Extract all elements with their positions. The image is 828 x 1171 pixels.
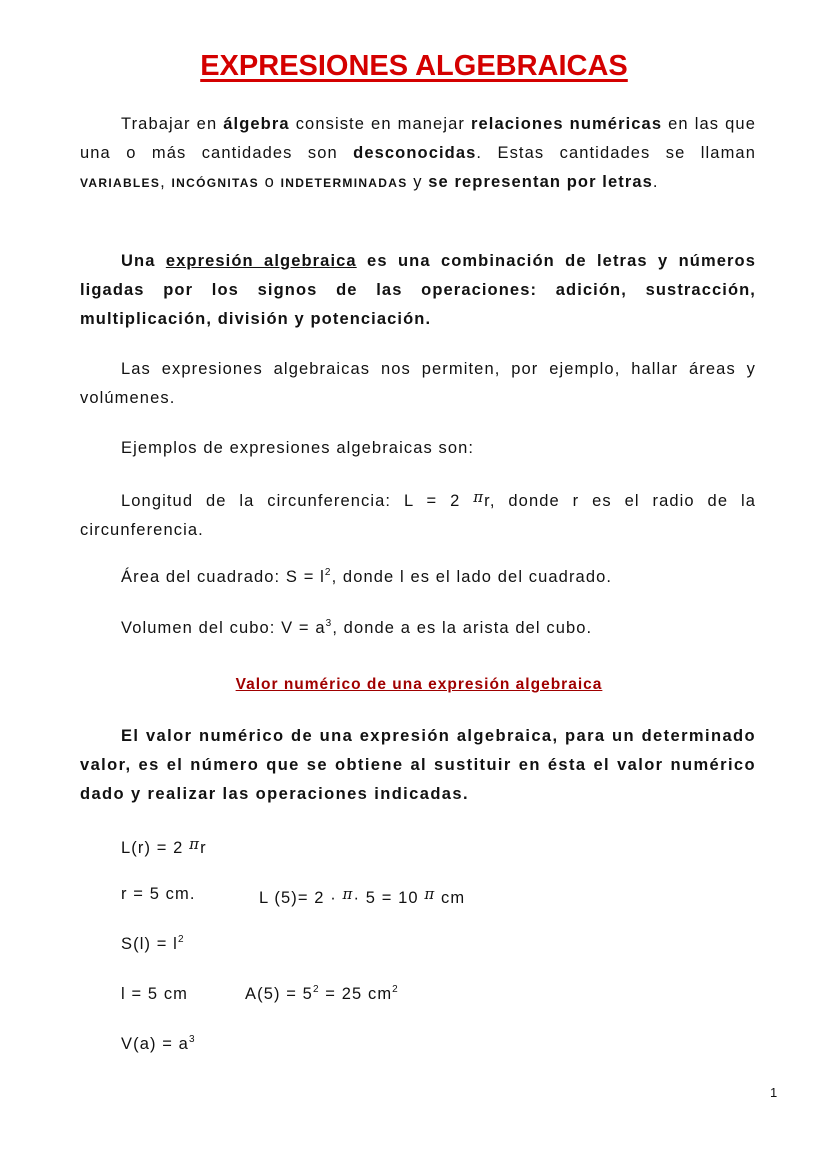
formula-a5: $A(5) = 5^2 = 25$ $cm^2$ — [245, 984, 399, 1003]
section-heading: Valor numérico de una expresión algebraica — [235, 676, 603, 693]
formula-l5: L (5)= 2 · π· 5 = 10 π cm — [259, 885, 466, 907]
example-cube: Volumen del cubo: $V = a^3$, donde a es la arista del cubo. — [121, 618, 593, 637]
paragraph-definition: Una expresión algebraica es una combinación de letras y números ligadas por los signos de las operaciones: adición, sustracción, multiplicación, división y potenciación. — [80, 252, 756, 328]
page-number: 1 — [770, 1085, 778, 1100]
formula-cube: $V(a) = a^3$ — [121, 1034, 196, 1053]
page-title: EXPRESIONES ALGEBRAICAS — [200, 50, 628, 82]
formula-r-value: r = 5 cm. — [121, 885, 196, 903]
paragraph-numeric-value: El valor numérico de una expresión algebraica, para un determinado valor, es el número que se obtiene al sustituir en ésta el valor numérico dado y realizar las operaciones indicadas. — [80, 727, 756, 803]
formula-circumference: L(r) = 2 πr — [121, 835, 207, 857]
formula-square: $S(l) = l^2$ — [121, 934, 185, 953]
paragraph-intro: Trabajar en álgebra consiste en manejar relaciones numéricas en las que una o más cantidades son desconocidas. Estas cantidades se llaman VARIABLES, INCÓGNITAS o INDETERMINADAS y se representan por letras. — [80, 115, 756, 191]
paragraph-examples-intro: Ejemplos de expresiones algebraicas son: — [121, 439, 475, 457]
formula-l-value: l = 5 cm — [121, 985, 189, 1003]
example-circumference: Longitud de la circunferencia: L = 2 πr, donde r es el radio de la circunferencia. — [80, 488, 756, 539]
paragraph-uses: Las expresiones algebraicas nos permiten, por ejemplo, hallar áreas y volúmenes. — [80, 360, 756, 407]
example-square: Área del cuadrado: $S = l^2$, donde l es el lado del cuadrado. — [121, 567, 613, 586]
